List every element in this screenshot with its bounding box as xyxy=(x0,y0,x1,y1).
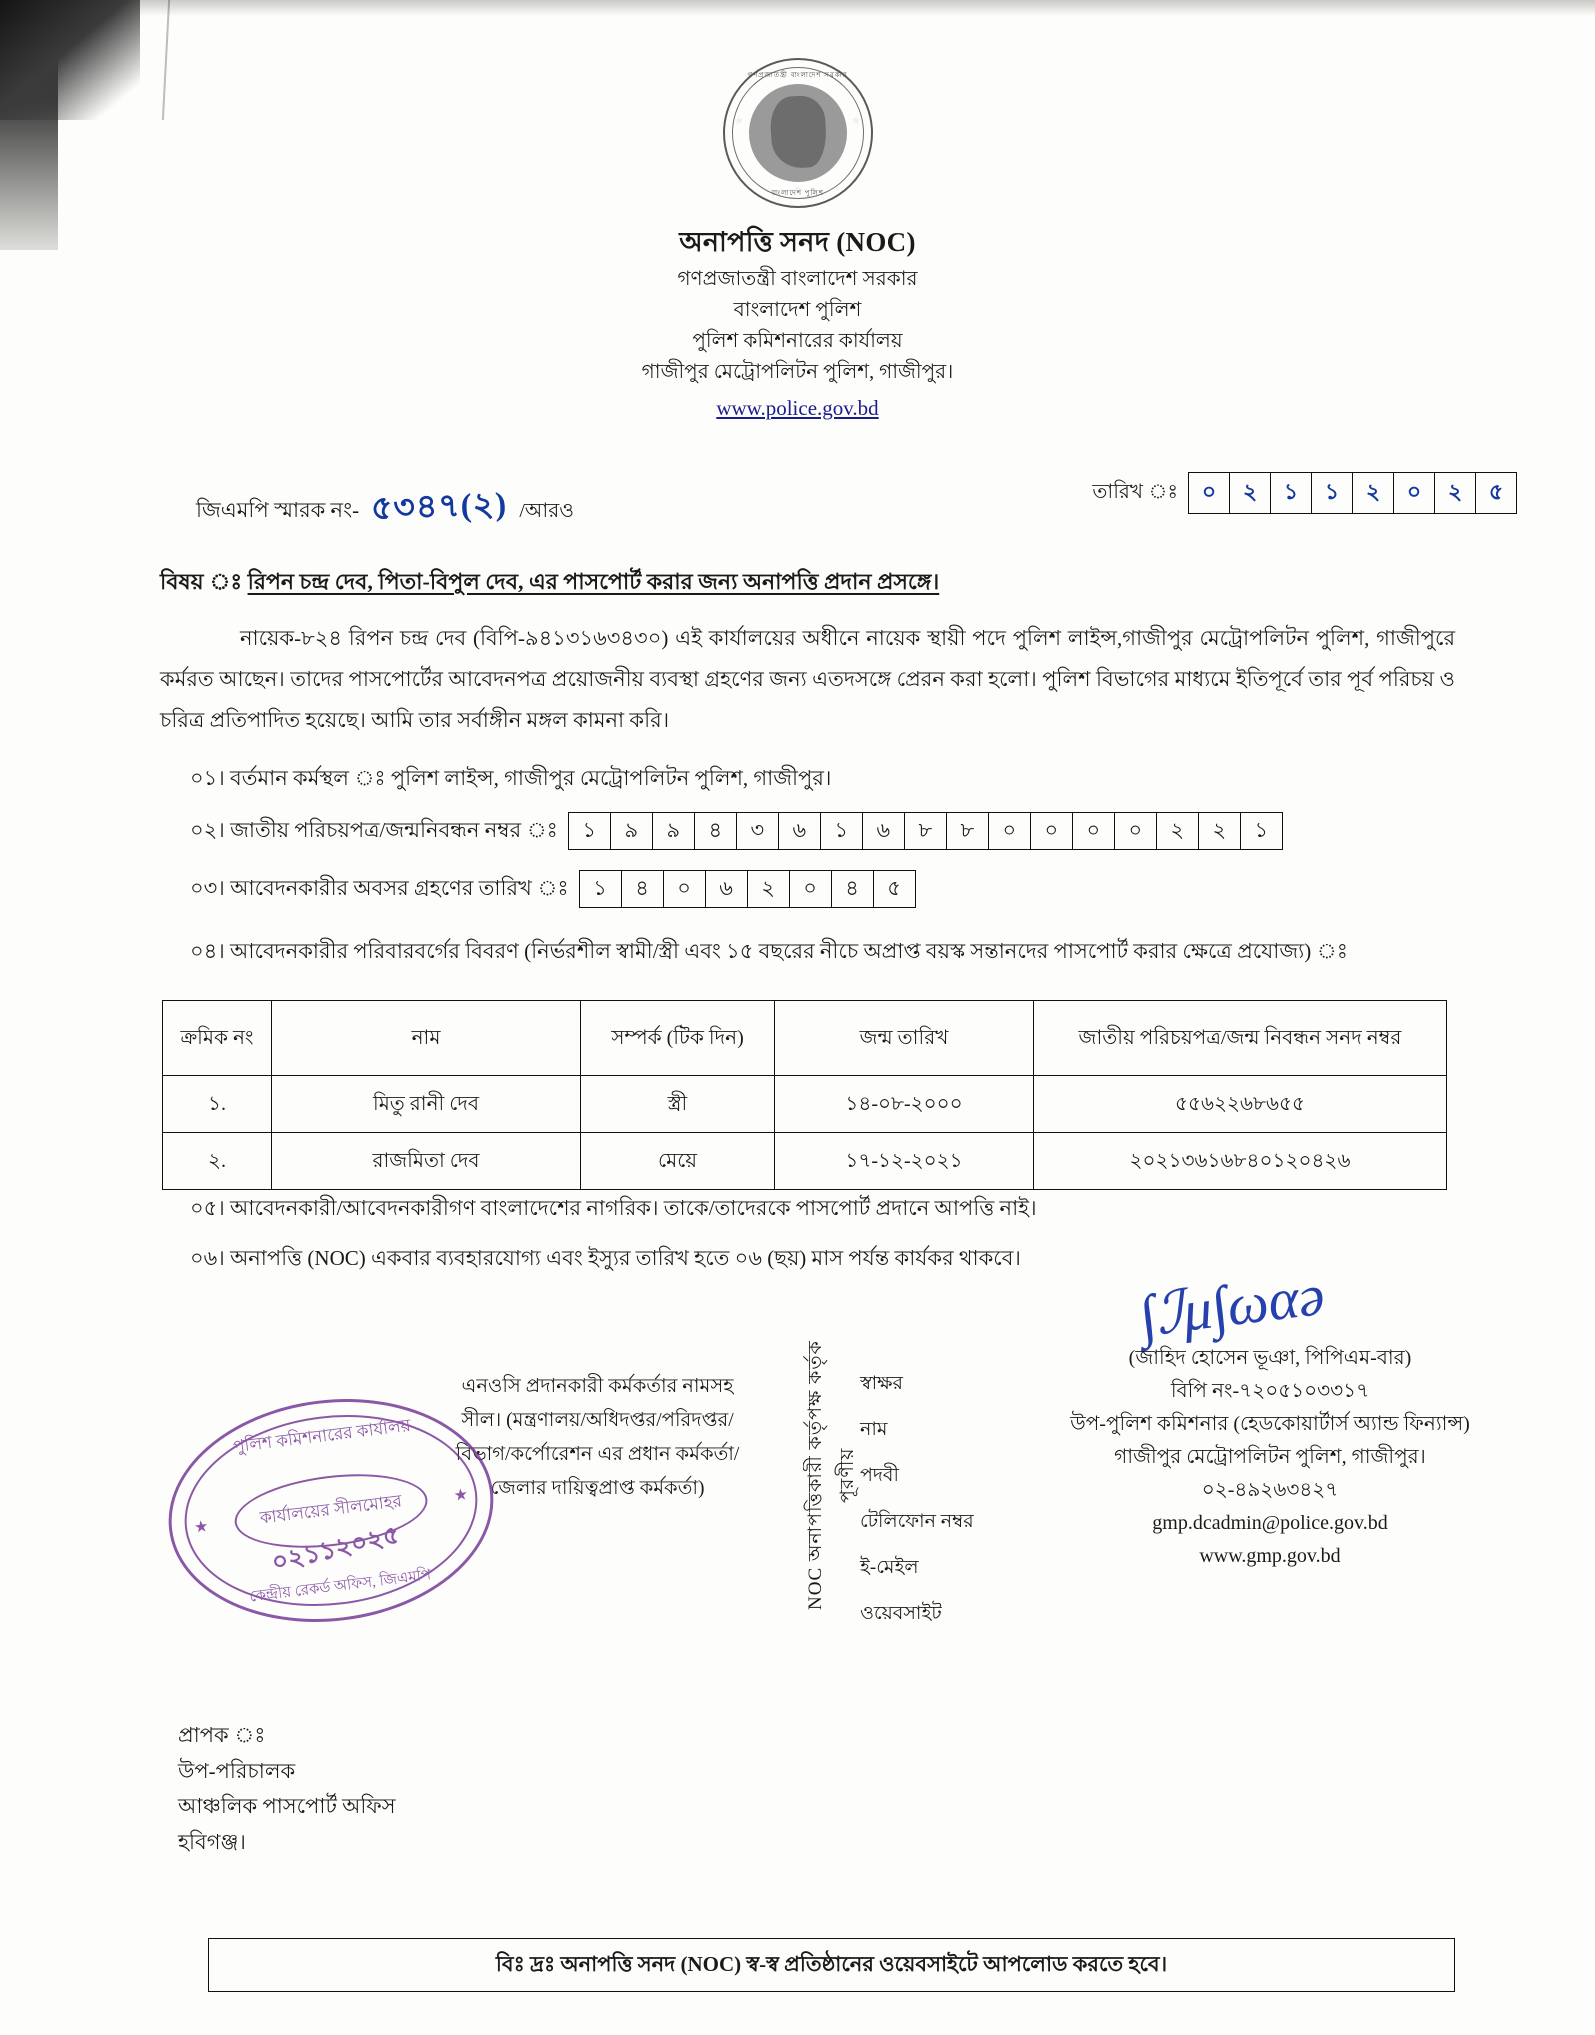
memo-number-row xyxy=(196,480,574,536)
date-row xyxy=(1092,472,1517,514)
retirement-digit: ১ xyxy=(579,870,621,908)
body-paragraph: নায়েক-৮২৪ রিপন চন্দ্র দেব (বিপি-৯৪১৩১৬৩৪৩০) এই কার্যালয়ের অধীনে নায়েক স্থায়ী পদে পুলিশ লাইন্স,গাজীপুর মেট্রোপলিটন পুলিশ, গাজীপুরে কর্মরত আছেন। তাদের পাসপোর্টের আবেদনপত্র প্রয়োজনীয় ব্যবস্থা গ্রহণের জন্য এতদসঙ্গে প্রেরন করা হলো। পুলিশ বিভাগের মাধ্যমে ইতিপূর্বে তার পূর্ব পরিচয় ও চরিত্র প্রতিপাদিত হয়েছে। আমি তার সর্বাঙ্গীন মঙ্গল কামনা করি। xyxy=(160,626,1455,732)
nid-digit: ৬ xyxy=(778,812,820,850)
subject-text: রিপন চন্দ্র দেব, পিতা-বিপুল দেব, এর পাসপোর্ট করার জন্য অনাপত্তি প্রদান প্রসঙ্গে। xyxy=(247,569,940,594)
cell-name: রাজমিতা দেব xyxy=(272,1133,581,1190)
cell-dob: ১৪-০৮-২০০০ xyxy=(775,1076,1034,1133)
cell-dob: ১৭-১২-২০২১ xyxy=(775,1133,1034,1190)
issuing-officer-note: এনওসি প্রদানকারী কর্মকর্তার নামসহ সীল। (মন্ত্রণালয়/অধিদপ্তর/পরিদপ্তর/ বিভাগ/কর্পোরেশন এর প্রধান কর্মকর্তা/জেলার দায়িত্বপ্রাপ্ত কর্মকর্তা) xyxy=(455,1376,740,1500)
retirement-digit: ০ xyxy=(789,870,831,908)
receiver-line-1: উপ-পরিচালক xyxy=(178,1758,296,1783)
retirement-digit: ৬ xyxy=(705,870,747,908)
officer-designation-line2: গাজীপুর মেট্রোপলিটন পুলিশ, গাজীপুর। xyxy=(1114,1446,1426,1468)
cell-serial: ২. xyxy=(163,1133,272,1190)
subject-prefix: বিষয় ঃ xyxy=(160,569,243,594)
cell-serial: ১. xyxy=(163,1076,272,1133)
page-title: অনাপত্তি সনদ (NOC) xyxy=(679,227,916,257)
officer-designation-line1: উপ-পুলিশ কমিশনার (হেডকোয়ার্টার্স অ্যান্ড ফিন্যান্স) xyxy=(1070,1413,1470,1435)
nid-digit: ৮ xyxy=(946,812,988,850)
signature-field-labels xyxy=(860,1360,974,1636)
handwritten-signature: ∫ℐμ∫ωαə xyxy=(1135,1261,1328,1349)
nid-digit: ১ xyxy=(1240,812,1283,850)
header-line-3: পুলিশ কমিশনারের কার্যালয় xyxy=(692,329,903,352)
emblem-arc-bottom-text: বাংলাদেশ পুলিশ xyxy=(771,189,824,197)
nid-digit: ৯ xyxy=(652,812,694,850)
memo-suffix: /আরও xyxy=(519,500,574,522)
cell-nid: ৫৫৬২২৬৮৬৫৫ xyxy=(1034,1076,1447,1133)
date-digit: ১ xyxy=(1311,472,1352,514)
emblem-arc-top-text: গণপ্রজাতন্ত্রী বাংলাদেশ সরকার xyxy=(747,71,848,79)
vertical-authority-label: NOC অনাপত্তিকারী কর্তৃপক্ষ কর্তৃক পূরণীয় xyxy=(805,1340,858,1610)
police-website-link[interactable]: www.police.gov.bd xyxy=(716,395,879,420)
seal-top-text: পুলিশ কমিশনারের কার্যালয় xyxy=(231,1415,412,1457)
date-digit: ২ xyxy=(1352,472,1393,514)
field-label-designation: পদবী xyxy=(860,1464,899,1486)
officer-email: gmp.dcadmin@police.gov.bd xyxy=(1152,1512,1388,1534)
date-digit: ২ xyxy=(1229,472,1270,514)
nid-digit: ৩ xyxy=(736,812,778,850)
column-header-nid: জাতীয় পরিচয়পত্র/জন্ম নিবন্ধন সনদ নম্বর xyxy=(1034,1001,1447,1076)
date-digit: ৫ xyxy=(1475,472,1517,514)
date-digit: ০ xyxy=(1393,472,1434,514)
date-label: তারিখ ঃ xyxy=(1092,480,1178,503)
header-line-4: গাজীপুর মেট্রোপলিটন পুলিশ, গাজীপুর। xyxy=(641,360,954,383)
column-header-serial: ক্রমিক নং xyxy=(163,1001,272,1076)
item-retirement-date-row xyxy=(190,870,916,908)
nid-digit-boxes xyxy=(568,812,1283,850)
nid-digit: ৯ xyxy=(610,812,652,850)
retirement-digit-boxes xyxy=(579,870,916,908)
table-header-row xyxy=(163,1001,1447,1076)
nid-digit: ১ xyxy=(820,812,862,850)
column-header-relation: সম্পর্ক (টিক দিন) xyxy=(581,1001,775,1076)
retirement-digit: ৪ xyxy=(621,870,663,908)
footer-note: বিঃ দ্রঃ অনাপত্তি সনদ (NOC) স্ব-স্ব প্রতিষ্ঠানের ওয়েবসাইটে আপলোড করতে হবে। xyxy=(208,1938,1455,1992)
field-label-website: ওয়েবসাইট xyxy=(860,1602,942,1624)
date-digit-boxes xyxy=(1188,472,1517,514)
header-line-1: গণপ্রজাতন্ত্রী বাংলাদেশ সরকার xyxy=(677,267,918,290)
date-digit: ০ xyxy=(1188,472,1229,514)
seal-middle-text: কার্যালয়ের সীলমোহর xyxy=(230,1464,431,1557)
receiver-line-3: হবিগঞ্জ। xyxy=(178,1830,246,1855)
field-label-name: নাম xyxy=(860,1418,888,1440)
memo-number-value: ৫৩৪৭(২) xyxy=(370,486,508,528)
seal-star-right-icon: ★ xyxy=(452,1485,470,1505)
date-digit: ২ xyxy=(1434,472,1475,514)
nid-digit: ২ xyxy=(1156,812,1198,850)
receiver-block xyxy=(178,1718,396,1861)
nid-digit: ৮ xyxy=(904,812,946,850)
header-line-2: বাংলাদেশ পুলিশ xyxy=(733,298,862,321)
nid-digit: ০ xyxy=(1114,812,1156,850)
field-label-signature: স্বাক্ষর xyxy=(860,1372,903,1394)
column-header-name: নাম xyxy=(272,1001,581,1076)
signature-values xyxy=(1010,1342,1530,1573)
item-retirement-label: ০৩। আবেদনকারীর অবসর গ্রহণের তারিখ ঃ xyxy=(190,875,569,900)
officer-bp-number: বিপি নং-৭২০৫১০৩৩১৭ xyxy=(1170,1380,1370,1402)
retirement-digit: ৪ xyxy=(831,870,873,908)
field-label-email: ই-মেইল xyxy=(860,1556,919,1578)
official-seal-stamp xyxy=(156,1381,507,1640)
item-current-workplace: ০১। বর্তমান কর্মস্থল ঃ পুলিশ লাইন্স, গাজীপুর মেট্রোপলিটন পুলিশ, গাজীপুর। xyxy=(190,766,832,790)
nid-digit: ০ xyxy=(1030,812,1072,850)
retirement-digit: ৫ xyxy=(873,870,916,908)
item-nid-label: ০২। জাতীয় পরিচয়পত্র/জন্মনিবন্ধন নম্বর ঃ xyxy=(190,817,558,842)
item-validity-statement: ০৬। অনাপত্তি (NOC) একবার ব্যবহারযোগ্য এবং ইস্যুর তারিখ হতে ০৬ (ছয়) মাস পর্যন্ত কার্যকর থাকবে। xyxy=(190,1246,1021,1270)
seal-star-left-icon: ★ xyxy=(193,1517,210,1537)
officer-telephone: ০২-৪৯২৬৩৪২৭ xyxy=(1201,1479,1339,1501)
receiver-line-2: আঞ্চলিক পাসপোর্ট অফিস xyxy=(178,1794,396,1819)
bangladesh-government-emblem-icon xyxy=(723,58,873,208)
nid-digit: ৪ xyxy=(694,812,736,850)
memo-label: জিএমপি স্মারক নং- xyxy=(196,498,360,522)
cell-nid: ২০২১৩৬১৬৮৪০১২০৪২৬ xyxy=(1034,1133,1447,1190)
field-label-telephone: টেলিফোন নম্বর xyxy=(860,1510,974,1532)
table-row xyxy=(163,1076,1447,1133)
receiver-label: প্রাপক ঃ xyxy=(178,1723,266,1747)
subject-line xyxy=(160,565,939,602)
table-row xyxy=(163,1133,1447,1190)
officer-name: (জাহিদ হোসেন ভূঞা, পিপিএম-বার) xyxy=(1128,1347,1412,1369)
retirement-digit: ২ xyxy=(747,870,789,908)
item-nid-row xyxy=(190,812,1283,850)
family-details-table xyxy=(162,1000,1447,1190)
date-digit: ১ xyxy=(1270,472,1311,514)
seal-date-stamp: ০২১১২০২৫ xyxy=(269,1520,402,1577)
cell-relation: স্ত্রী xyxy=(581,1076,775,1133)
nid-digit: ০ xyxy=(988,812,1030,850)
officer-website: www.gmp.gov.bd xyxy=(1199,1545,1341,1567)
document-header xyxy=(0,222,1595,424)
nid-digit: ০ xyxy=(1072,812,1114,850)
column-header-dob: জন্ম তারিখ xyxy=(775,1001,1034,1076)
seal-bottom-text: কেন্দ্রীয় রেকর্ড অফিস, জিএমপি xyxy=(248,1567,433,1606)
item-family-details-label: ০৪। আবেদনকারীর পরিবারবর্গের বিবরণ (নির্ভরশীল স্বামী/স্ত্রী এবং ১৫ বছরের নীচে অপ্রাপ্ত বয়স্ক সন্তানদের পাসপোর্ট করার ক্ষেত্রে প্রযোজ্য) ঃ xyxy=(190,939,1348,963)
cell-relation: মেয়ে xyxy=(581,1133,775,1190)
nid-digit: ২ xyxy=(1198,812,1240,850)
retirement-digit: ০ xyxy=(663,870,705,908)
nid-digit: ৬ xyxy=(862,812,904,850)
item-citizenship-statement: ০৫। আবেদনকারী/আবেদনকারীগণ বাংলাদেশের নাগরিক। তাকে/তাদেরকে পাসপোর্ট প্রদানে আপত্তি নাই। xyxy=(190,1196,1037,1220)
nid-digit: ১ xyxy=(568,812,610,850)
cell-name: মিতু রানী দেব xyxy=(272,1076,581,1133)
